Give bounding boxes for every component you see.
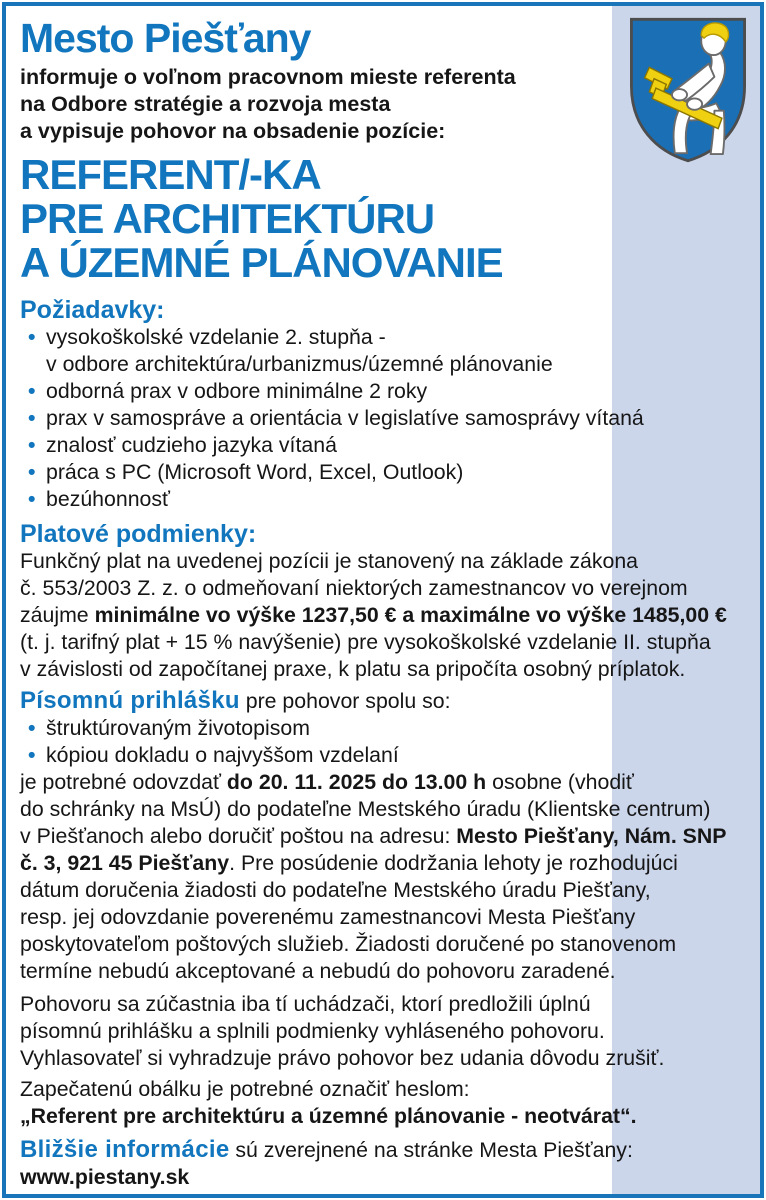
interview-line: písomnú prihlášku a splnili podmienky vyhláseného pohovoru. <box>20 1019 605 1043</box>
requirement-item: • vysokoškolské vzdelanie 2. stupňa - <box>20 324 760 351</box>
footer-info-line <box>20 1136 760 1164</box>
submission-line: poskytovateľom poštových služieb. Žiadosti doručené po stanovenom <box>20 932 677 956</box>
requirement-item: • práca s PC (Microsoft Word, Excel, Outlook) <box>20 459 760 486</box>
salary-range-bold: minimálne vo výške 1237,50 € a maximálne vo výške 1485,00 € <box>94 603 727 627</box>
submission-line: resp. jej odovzdanie poverenému zamestnancovi Mesta Piešťany <box>20 905 636 929</box>
interview-paragraph <box>20 991 760 1072</box>
deadline-bold: do 20. 11. 2025 do 13.00 h <box>226 770 487 794</box>
submission-line <box>20 769 760 796</box>
requirement-item: • prax v samospráve a orientácia v legislatíve samosprávy vítaná <box>20 405 760 432</box>
submission-line: dátum doručenia žiadosti do podateľne Mestského úradu Piešťany, <box>20 878 651 902</box>
salary-line: č. 553/2003 Z. z. o odmeňovaní niektorých zamestnancov vo verejnom <box>20 576 688 600</box>
address-bold: Mesto Piešťany, Nám. SNP <box>456 824 727 848</box>
salary-line-regular: záujme <box>20 603 95 627</box>
submission-paragraph <box>20 769 760 985</box>
salary-line: Funkčný plat na uvedenej pozícii je stanovený na základe zákona <box>20 549 639 573</box>
requirement-item: • znalosť cudzieho jazyka vítaná <box>20 432 760 459</box>
salary-heading: Platové podmienky: <box>20 520 257 548</box>
salary-line: (t. j. tarifný plat + 15 % navýšenie) pre vysokoškolské vzdelanie II. stupňa <box>20 630 711 654</box>
job-title-line: PRE ARCHITEKTÚRU <box>20 195 435 242</box>
submission-line <box>20 850 760 877</box>
salary-paragraph <box>20 548 760 683</box>
application-heading-rest: pre pohovor spolu so: <box>239 689 451 713</box>
envelope-line: Zapečatenú obálku je potrebné označiť heslom: <box>20 1077 470 1101</box>
envelope-password-bold: „Referent pre architektúru a územné plánovanie - neotvárat“. <box>20 1104 637 1128</box>
intro-line: informuje o voľnom pracovnom mieste referenta <box>20 65 516 89</box>
intro-line: na Odbore stratégie a rozvoja mesta <box>20 92 391 116</box>
submission-text: . Pre posúdenie dodržania lehoty je rozhodujúci <box>229 851 678 875</box>
intro-text <box>20 64 760 145</box>
requirements-list <box>20 324 760 513</box>
requirement-item: • odborná prax v odbore minimálne 2 roky <box>20 378 760 405</box>
attachment-item: • štruktúrovaným životopisom <box>20 715 760 742</box>
intro-line: a vypisuje pohovor na obsadenie pozície: <box>20 119 446 143</box>
website-url: www.piestany.sk <box>20 1165 190 1189</box>
submission-text: osobne (vhodiť <box>486 770 634 794</box>
submission-text: v Piešťanoch alebo doručiť poštou na adresu: <box>20 824 457 848</box>
job-title-line: REFERENT/-KA <box>20 151 321 198</box>
application-heading-line <box>20 687 760 715</box>
requirement-item: • bezúhonnosť <box>20 486 760 513</box>
requirements-heading: Požiadavky: <box>20 296 165 324</box>
job-title <box>20 153 760 285</box>
address-bold: č. 3, 921 45 Piešťany <box>20 851 230 875</box>
requirement-item-continuation: v odbore architektúra/urbanizmus/územné plánovanie <box>46 352 553 376</box>
submission-line <box>20 823 760 850</box>
job-title-line: A ÚZEMNÉ PLÁNOVANIE <box>20 239 503 286</box>
attachment-item: • kópiou dokladu o najvyššom vzdelaní <box>20 742 760 769</box>
interview-line: Pohovoru sa zúčastnia iba tí uchádzači, ktorí predložili úplnú <box>20 992 591 1016</box>
city-title: Mesto Piešťany <box>20 15 311 61</box>
application-heading: Písomnú prihlášku <box>20 687 240 714</box>
salary-line: v závislosti od započítanej praxe, k platu sa pripočíta osobný príplatok. <box>20 657 686 681</box>
submission-line: do schránky na MsÚ) do podateľne Mestského úradu (Klientske centrum) <box>20 797 711 821</box>
application-attachments-list <box>20 715 760 769</box>
submission-line: termíne nebudú akceptované a nebudú do pohovoru zaradené. <box>20 959 616 983</box>
submission-text: je potrebné odovzdať <box>20 770 227 794</box>
envelope-paragraph <box>20 1076 760 1130</box>
ad-content <box>6 6 760 1191</box>
footer-heading: Bližšie informácie <box>20 1136 230 1163</box>
salary-line <box>20 602 760 629</box>
footer-rest: sú zverejnené na stránke Mesta Piešťany: <box>229 1138 633 1162</box>
ad-frame <box>2 2 764 1198</box>
interview-line: Vyhlasovateľ si vyhradzuje právo pohovor bez udania dôvodu zrušiť. <box>20 1046 665 1070</box>
